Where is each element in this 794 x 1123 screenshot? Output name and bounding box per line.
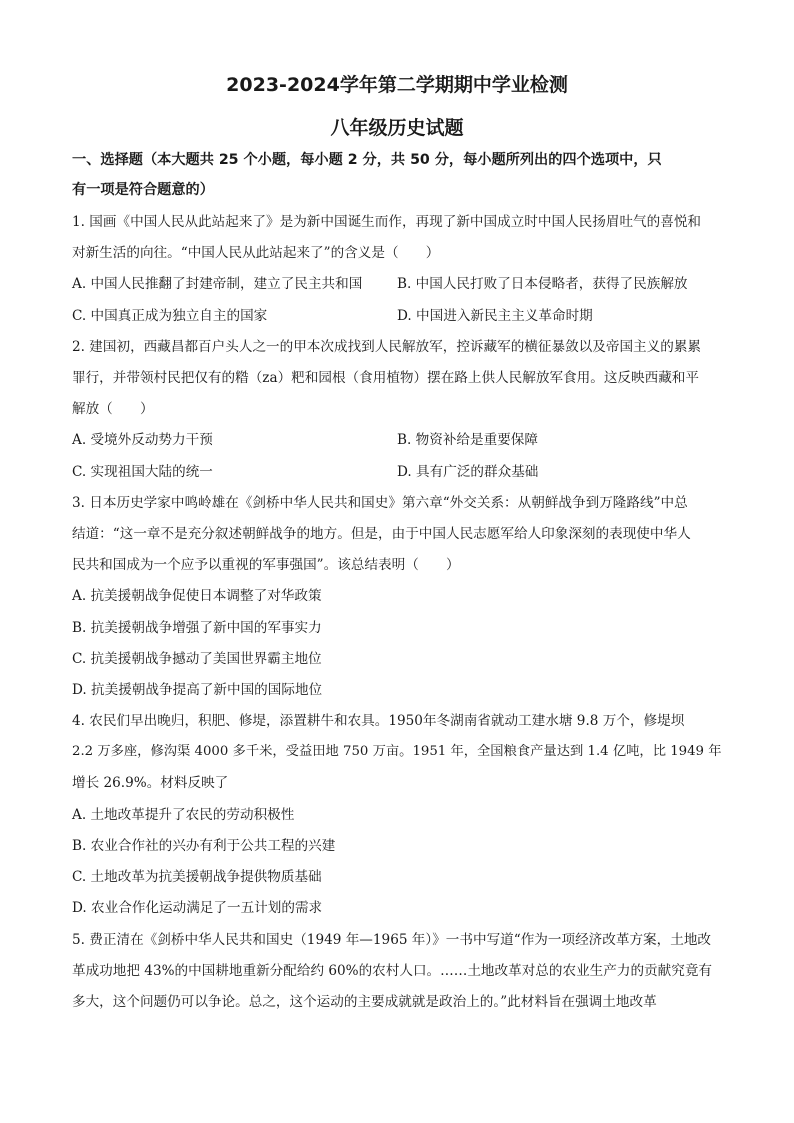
exam-title: 2023-2024学年第二学期期中学业检测 [226,74,568,96]
question-4-option-a: A. 土地改革提升了农民的劳动积极性 [72,807,295,823]
question-4-option-b: B. 农业合作社的兴办有利于公共工程的兴建 [72,838,336,854]
question-1-option-d: D. 中国进入新民主主义革命时期 [397,308,593,324]
question-1-stem-line-1: 1. 国画《中国人民从此站起来了》是为新中国诞生而作，再现了新中国成立时中国人民扬眉吐气的喜悦和 [72,214,702,230]
question-2-option-b: B. 物资补给是重要保障 [397,432,538,448]
question-1-option-c: C. 中国真正成为独立自主的国家 [72,308,268,324]
question-3-stem-line-3: 民共和国成为一个应予以重视的军事强国”。该总结表明（ ） [72,557,460,573]
question-2-option-c: C. 实现祖国大陆的统一 [72,464,213,480]
question-4-stem-line-1: 4. 农民们早出晚归，积肥、修堤，添置耕牛和农具。1950年冬湖南省就动工建水塘 9.8 万个，修堤坝 [72,713,685,729]
section-heading-line-1: 一、选择题（本大题共 25 个小题，每小题 2 分，共 50 分，每小题所列出的四个选项中，只 [72,152,662,168]
question-3-stem-line-1: 3. 日本历史学家中鸣岭雄在《剑桥中华人民共和国史》第六章“外交关系：从朝鲜战争到万隆路线”中总 [72,495,688,511]
question-3-option-d: D. 抗美援朝战争提高了新中国的国际地位 [72,682,323,698]
question-4-stem-line-2: 2.2 万多座，修沟渠 4000 多千米，受益田地 750 万亩。1951 年，全国粮食产量达到 1.4 亿吨，比 1949 年 [72,744,722,759]
question-3-option-c: C. 抗美援朝战争撼动了美国世界霸主地位 [72,651,322,667]
question-2-stem-line-2: 罪行，并带领村民把仅有的糌（za）粑和园根（食用植物）摆在路上供人民解放军食用。这反映西藏和平 [72,370,699,386]
question-4-option-c: C. 土地改革为抗美援朝战争提供物质基础 [72,869,322,885]
question-2-option-a: A. 受境外反动势力干预 [72,432,213,448]
question-5-stem-line-3: 多大，这个问题仍可以争论。总之，这个运动的主要成就就是政治上的。”此材料旨在强调土地改革 [72,994,657,1010]
question-1-option-a: A. 中国人民推翻了封建帝制，建立了民主共和国 [72,276,363,292]
question-2-stem-line-1: 2. 建国初，西藏昌都百户头人之一的甲本次成找到人民解放军，控诉藏军的横征暴敛以及帝国主义的累累 [72,339,702,355]
question-2-stem-line-3: 解放（ ） [72,401,154,417]
section-heading-line-2: 有一项是符合题意的） [72,182,214,198]
question-5-stem-line-1: 5. 费正清在《剑桥中华人民共和国史（1949 年—1965 年）》一书中写道“作为一项经济改革方案，土地改 [72,932,712,948]
question-1-option-b: B. 中国人民打败了日本侵略者，获得了民族解放 [397,276,688,292]
question-1-stem-line-2: 对新生活的向往。“中国人民从此站起来了”的含义是（ ） [72,245,440,261]
question-3-stem-line-2: 结道：“这一章不是充分叙述朝鲜战争的地方。但是，由于中国人民志愿军给人印象深刻的表现使中华人 [72,526,691,542]
question-4-option-d: D. 农业合作化运动满足了一五计划的需求 [72,900,323,916]
exam-subtitle: 八年级历史试题 [330,117,464,139]
question-3-option-b: B. 抗美援朝战争增强了新中国的军事实力 [72,620,322,636]
question-4-stem-line-3: 增长 26.9%。材料反映了 [72,775,229,791]
question-5-stem-line-2: 革成功地把 43%的中国耕地重新分配给约 60%的农村人口。……土地改革对总的农业生产力的贡献究竟有 [72,963,713,979]
question-2-option-d: D. 具有广泛的群众基础 [397,464,539,480]
question-3-option-a: A. 抗美援朝战争促使日本调整了对华政策 [72,588,322,604]
